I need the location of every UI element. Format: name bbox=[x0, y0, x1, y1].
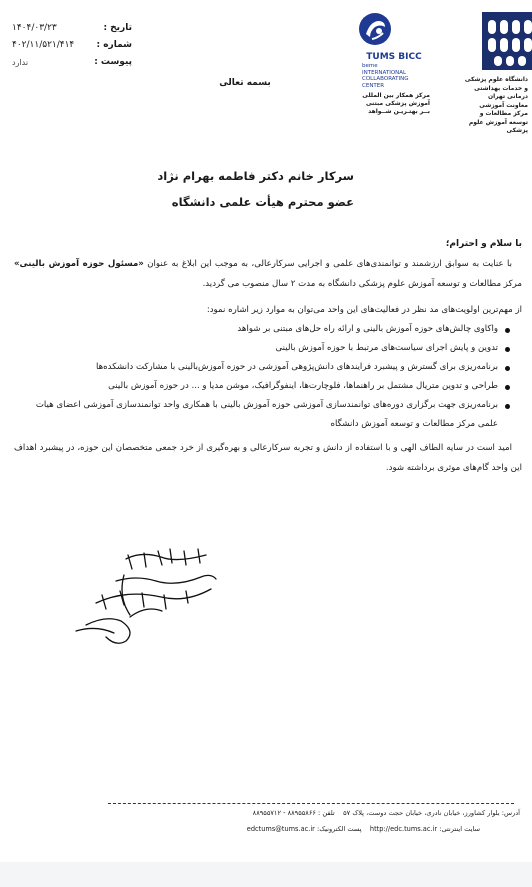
university-emblem-icon bbox=[482, 12, 532, 70]
letter-body bbox=[14, 234, 522, 478]
letter-meta bbox=[12, 20, 132, 71]
greeting: با سلام و احترام؛ bbox=[445, 239, 522, 249]
list-item: برنامه‌ریزی برای گسترش و پیشبرد فرایندهای دانش‌پژوهی آموزشی در حوزه آموزش‌بالینی با مشارکت دانشکده‌ها bbox=[14, 358, 508, 377]
list-item: تدوین و پایش اجرای سیاست‌های مرتبط با حوزه آموزش بالینی bbox=[14, 339, 508, 358]
appointment-text-end: مرکز مطالعات و توسعه آموزش علوم پزشکی دانشگاه به مدت ۲ سال منصوب می گردید. bbox=[202, 279, 522, 289]
university-logo bbox=[462, 12, 528, 136]
bicc-fa-text bbox=[358, 92, 430, 116]
university-fa-line: مرکز مطالعات و توسعه آموزش علوم پزشکی bbox=[468, 110, 528, 134]
attachment-value: ندارد bbox=[12, 58, 29, 67]
number-value: ۴۰۲/۱۱/۵۲۱/۴۱۴ bbox=[12, 40, 75, 50]
bicc-en-text bbox=[358, 63, 430, 89]
phone-numbers: ۸۸۹۵۵۸۶۶ - ۸۸۹۵۵۷۱۲ bbox=[252, 809, 316, 817]
email-label: پست الکترونیک: bbox=[317, 825, 362, 833]
university-fa-text bbox=[462, 76, 528, 136]
address-label: آدرس: bbox=[501, 809, 520, 817]
bicc-title: TUMS BICC bbox=[366, 52, 422, 62]
address-text: بلوار کشاورز، خیابان نادری، خیابان حجت دوست، پلاک ۵۷ bbox=[343, 809, 500, 817]
email-link[interactable]: edctums@tums.ac.ir bbox=[246, 825, 315, 833]
addressee-name: سرکار خانم دکتر فاطمه بهرام نژاد bbox=[157, 169, 354, 183]
university-fa-line: و خدمات بهداشتی درمانی تهران bbox=[474, 84, 528, 100]
bicc-fa-line: بــر بهتـریـن شــواهد bbox=[368, 108, 430, 115]
addressee bbox=[14, 163, 354, 215]
phone-label: تلفن : bbox=[318, 809, 335, 817]
basmala: بسمه تعالی bbox=[219, 78, 271, 88]
date-label: تاریخ : bbox=[103, 23, 132, 33]
bicc-en-line: INTERNATIONAL bbox=[362, 69, 407, 76]
footer-contact-row bbox=[100, 824, 520, 834]
list-item: طراحی و تدوین متریال مشتمل بر راهنماها، فلوچارت‌ها، اینفوگرافیک، موشن مدیا و ... در حوزه آموزش بالینی bbox=[14, 377, 508, 396]
university-fa-line: معاونت آموزشی bbox=[479, 101, 528, 109]
handwritten-signature bbox=[66, 545, 226, 650]
university-fa-line: دانشگاه علوم پزشکی bbox=[464, 76, 528, 83]
date-row bbox=[12, 20, 132, 37]
bicc-emblem-icon bbox=[358, 12, 392, 46]
appointment-role: «مسئول حوزه آموزش بالینی» bbox=[14, 259, 144, 269]
list-item: واکاوی چالش‌های حوزه آموزش بالینی و ارائه راه حل‌های مبتنی بر شواهد bbox=[14, 320, 508, 339]
addressee-position: عضو محترم هیأت علمی دانشگاه bbox=[171, 195, 354, 209]
attachment-row bbox=[12, 54, 132, 71]
bicc-fa-line: مرکز همکار بین المللی bbox=[362, 92, 430, 99]
bicc-en-line: COLLABORATING bbox=[362, 76, 409, 82]
appointment-text: با عنایت به سوابق ارزشمند و توانمندی‌های علمی و اجرایی سرکارعالی، به موجب این ابلاغ به عنوان bbox=[143, 259, 512, 269]
footer-address-row bbox=[100, 808, 520, 818]
number-row bbox=[12, 37, 132, 54]
bicc-fa-line: آموزش پزشکی مبتنی bbox=[365, 100, 430, 107]
closing-paragraph: امید است در سایه الطاف الهی و با استفاده از دانش و تجربه سرکارعالی و بهره‌گیری از خرد جمعی متخصصان این حوزه، در پیشبرد اهداف این واحد گام‌های موثری برداشته شود. bbox=[14, 443, 522, 473]
bicc-en-line: beme bbox=[362, 63, 378, 69]
attachment-label: پیوست : bbox=[94, 57, 132, 67]
website-label: سایت اینترنتی: bbox=[439, 825, 480, 833]
priorities-intro: از مهم‌ترین اولویت‌های مد نظر در فعالیت‌های این واحد می‌توان به موارد زیر اشاره نمود: bbox=[206, 305, 522, 315]
appointment-paragraph bbox=[14, 254, 522, 294]
bicc-en-line: CENTER bbox=[362, 82, 385, 89]
date-value: ۱۴۰۴/۰۳/۲۳ bbox=[12, 23, 57, 33]
letter-footer bbox=[100, 808, 520, 834]
list-item: برنامه‌ریزی جهت برگزاری دوره‌های توانمندسازی آموزشی حوزه آموزش بالینی با همکاری واحد توانمندسازی آموزشی اعضای هیات علمی مرکز مطالعات و توسعه آموزش دانشگاه bbox=[14, 396, 508, 434]
footer-divider bbox=[108, 803, 514, 804]
priorities-list bbox=[14, 320, 522, 434]
website-link[interactable]: http://edc.tums.ac.ir bbox=[369, 825, 438, 833]
bicc-logo bbox=[358, 12, 430, 116]
number-label: شماره : bbox=[96, 40, 132, 50]
